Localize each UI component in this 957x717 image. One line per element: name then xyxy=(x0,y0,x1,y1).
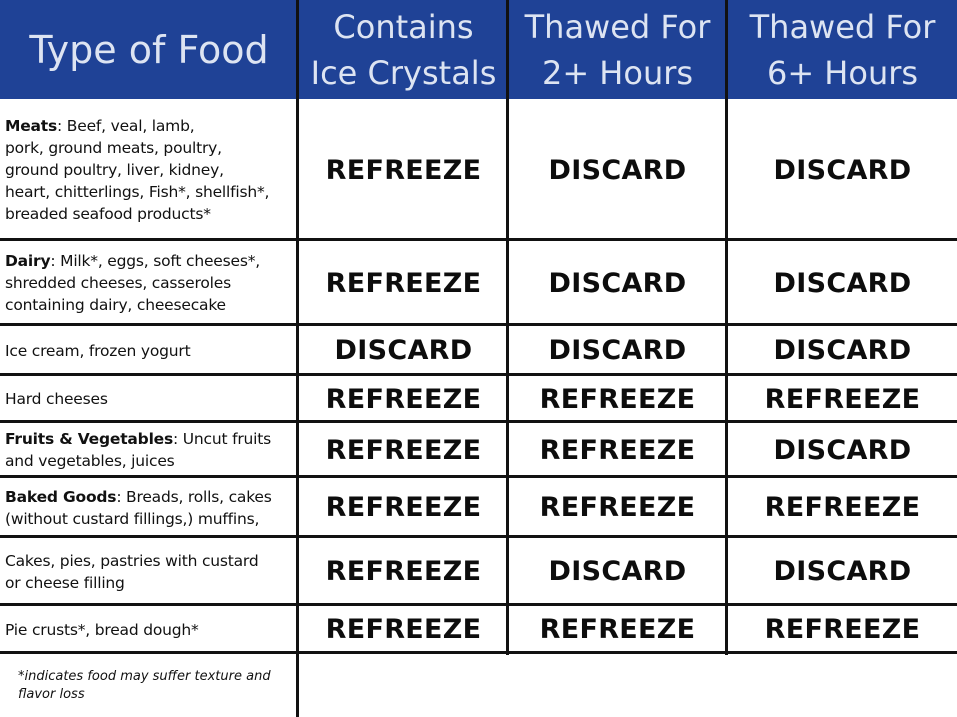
footnote: *indicates food may suffer texture and flavor loss xyxy=(18,669,271,702)
action-cell-thawed6: DISCARD xyxy=(773,154,912,186)
food-type-text xyxy=(5,340,190,362)
action-cell-thawed2: DISCARD xyxy=(548,335,687,366)
header-thawed-6-hours: Thawed For 6+ Hours xyxy=(749,7,936,92)
action-cell-thawed6: REFREEZE xyxy=(764,492,921,523)
header-contains-ice-crystals: Contains Ice Crystals xyxy=(310,7,497,92)
action-cell-thawed2: REFREEZE xyxy=(539,614,696,645)
action-cell-thawed6: DISCARD xyxy=(773,556,912,587)
food-items-text: : Milk*, eggs, soft cheeses*, shredded cheeses, casseroles containing dairy, cheesecake xyxy=(5,252,260,314)
food-category-label: Meats xyxy=(5,117,58,135)
food-type-text xyxy=(5,250,260,316)
action-cell-thawed2: DISCARD xyxy=(548,154,687,186)
food-type-cell xyxy=(5,242,295,324)
action-cell-thawed6: REFREEZE xyxy=(764,383,921,415)
food-type-text xyxy=(5,486,272,530)
action-cell-crystals: REFREEZE xyxy=(325,383,482,415)
food-type-text xyxy=(5,388,108,410)
action-cell-crystals: DISCARD xyxy=(334,335,473,366)
action-cell-thawed2: REFREEZE xyxy=(539,434,696,466)
action-cell-thawed6: DISCARD xyxy=(773,335,912,366)
action-cell-thawed6: DISCARD xyxy=(773,267,912,299)
action-cell-thawed6: DISCARD xyxy=(773,434,912,466)
food-type-cell xyxy=(5,539,295,604)
header-type-of-food: Type of Food xyxy=(29,27,269,72)
food-type-cell xyxy=(5,101,295,239)
food-type-text xyxy=(5,619,199,641)
action-cell-crystals: REFREEZE xyxy=(325,434,482,466)
action-cell-crystals: REFREEZE xyxy=(325,267,482,299)
action-cell-thawed6: REFREEZE xyxy=(764,614,921,645)
action-cell-crystals: REFREEZE xyxy=(325,154,482,186)
header-thawed-2-hours: Thawed For 2+ Hours xyxy=(524,7,711,92)
food-items-text: Hard cheeses xyxy=(5,390,108,408)
action-cell-thawed2: REFREEZE xyxy=(539,383,696,415)
food-items-text: Ice cream, frozen yogurt xyxy=(5,341,191,360)
food-category-label: Fruits & Vegetables xyxy=(5,430,174,448)
food-category-label: Dairy xyxy=(5,252,51,270)
food-items-text: : Uncut fruits and vegetables, juices xyxy=(5,430,272,470)
action-cell-thawed2: DISCARD xyxy=(548,267,687,299)
food-type-text xyxy=(5,428,271,472)
column-divider xyxy=(296,0,299,717)
food-items-text: Pie crusts*, bread dough* xyxy=(5,620,199,639)
action-cell-thawed2: REFREEZE xyxy=(539,492,696,523)
food-type-cell xyxy=(5,607,295,652)
food-type-cell xyxy=(5,327,295,374)
food-type-text xyxy=(5,115,269,225)
action-cell-crystals: REFREEZE xyxy=(325,556,482,587)
food-category-label: Baked Goods xyxy=(5,487,117,506)
table-header xyxy=(0,0,957,99)
food-type-cell xyxy=(5,424,295,476)
food-type-cell xyxy=(5,377,295,421)
action-cell-crystals: REFREEZE xyxy=(325,614,482,645)
food-items-text: Cakes, pies, pastries with custard or cheese filling xyxy=(5,551,259,592)
food-items-text: : Breads, rolls, cakes (without custard fillings,) muffins, xyxy=(5,487,272,528)
food-type-text xyxy=(5,550,258,594)
action-cell-thawed2: DISCARD xyxy=(548,556,687,587)
food-items-text: : Beef, veal, lamb, pork, ground meats, poultry, ground poultry, liver, kidney, heart, chitterlings, Fish*, shellfish*, breaded seafood products* xyxy=(5,117,270,223)
action-cell-crystals: REFREEZE xyxy=(325,492,482,523)
food-type-cell xyxy=(5,479,295,536)
